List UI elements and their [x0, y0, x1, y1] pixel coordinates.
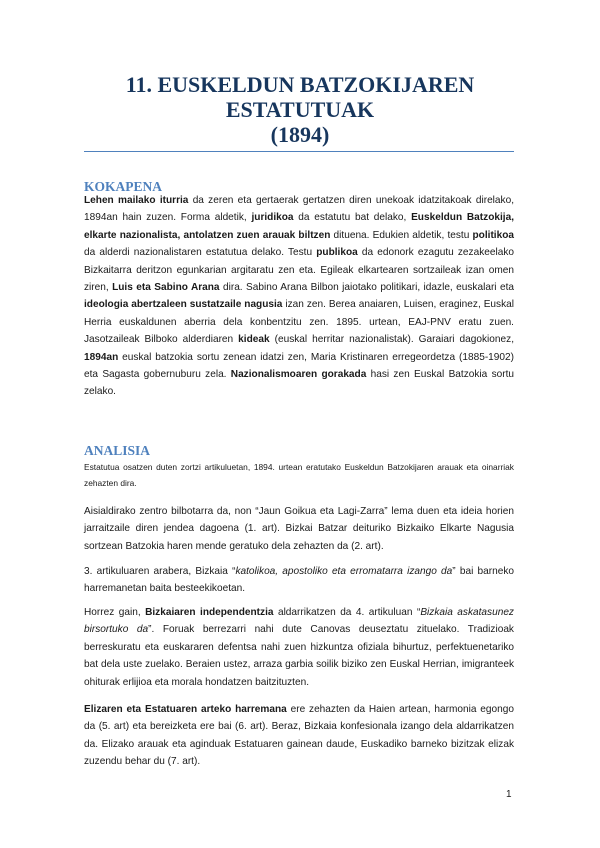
italic-text: katolikoa, apostoliko eta erromatarra izango da: [235, 566, 453, 577]
bold-text: kideak: [238, 334, 270, 346]
title-line-2: ESTATUTUAK: [225, 97, 375, 122]
bold-text: 1894an: [84, 351, 119, 363]
bold-text: juridikoa: [251, 212, 294, 224]
page-number: 1: [506, 789, 512, 800]
analisia-intro: Estatutua osatzen duten zortzi artikuluetan, 1894. urtean eratutako Euskeldun Batzokijaren arauak eta oinarriak zehazten dira.: [84, 462, 514, 488]
analisia-paragraph-1: Aisialdirako zentro bilbotarra da, non “Jaun Goikua eta Lagi-Zarra” lema duen eta ideia horien jarraitzaile diren jendea dagoena (1. art). Bizkai Batzar deituriko Bizkaiko Elkarte Nagusia sortzean Batzokia haren mende geratuko dela zehazten da (2. art).: [84, 506, 514, 552]
title-divider: [84, 151, 514, 152]
document-title: [80, 72, 520, 147]
bold-text: Elizaren eta Estatuaren arteko harremana: [84, 704, 287, 715]
section-heading-kokapena: KOKAPENA: [84, 179, 163, 194]
bold-text: ideologia abertzaleen sustatzaile nagusia: [84, 299, 283, 311]
analisia-paragraph-2: 3. artikuluaren arabera, Bizkaia “katolikoa, apostoliko eta erromatarra izango da” bai barneko harremanetan baita besteekikoetan.: [84, 566, 514, 595]
bold-text: Luis eta Sabino Arana: [112, 282, 220, 294]
bold-text: publikoa: [316, 247, 358, 259]
kokapena-paragraph: Lehen mailako iturria da zeren eta gertaerak gertatzen diren unekoak idatzitakoak direlako, 1894an hain zuzen. Forma aldetik, juridikoa da estatutu bat delako, Euskeldun Batzokija, elkarte nazionalista, antolatzen zuen arauak biltzen dituena. Edukien aldetik, testu politikoa da alderdi nazionalistaren estatutua delako. Testu publikoa da edonork ezagutu zezakeelako Bizkaitarra deritzon egunkarian argitaratu zen eta. Egileak elkartearen sortzaileak izan omen ziren, Luis eta Sabino Arana dira. Sabino Arana Bilbon jaiotako politikari, idazle, euskalari eta ideologia abertzaleen sustatzaile nagusia izan zen. Berea anaiaren, Luisen, eraginez, Euskal Herria euskaldunen aberria dela konbentzitu zen. 1895. urtean, EAJ-PNV eratu zuen. Jasotzaileak Bilboko alderdiaren kideak (euskal herritar nazionalistak). Garaiari dagokionez, 1894an euskal batzokia sortu zenean idatzi zen, Maria Kristinaren erregeordetza (1885-1902) eta Sagasta gobernuburu zela. Nazionalismoaren gorakada hasi zen Euskal Batzokia sortu zelako.: [84, 195, 515, 398]
title-line-3: (1894): [270, 122, 330, 147]
italic-text: Bizkaia askatasunez birsortuko da: [84, 607, 514, 636]
title-line-1: 11. EUSKELDUN BATZOKIJAREN: [125, 72, 475, 97]
bold-text: Bizkaiaren independentzia: [145, 607, 274, 618]
bold-text: Euskeldun Batzokija, elkarte nazionalista, antolatzen zuen arauak biltzen: [84, 212, 514, 241]
section-heading-analisia: ANALISIA: [84, 443, 151, 458]
analisia-paragraph-4: Elizaren eta Estatuaren arteko harremana ere zehazten da Haien artean, harmonia egongo da (5. art) eta bereizketa ere bai (6. art). Beraz, Bizkaia konfesionala izango dela aldarrikatzen da. Elizako arauak eta aginduak Estatuaren gainean daude, Euskadiko barneko bizitzak elizak zuzendu behar du (7. art).: [84, 704, 514, 768]
bold-text: politikoa: [472, 229, 514, 241]
bold-text: Lehen mailako iturria: [84, 195, 189, 206]
bold-text: Nazionalismoaren gorakada: [230, 369, 367, 381]
analisia-paragraph-3: Horrez gain, Bizkaiaren independentzia aldarrikatzen da 4. artikuluan “Bizkaia askatasunez birsortuko da”. Foruak berrezarri nahi dute Canovas deuseztatu zituelako. Tradizioak berreskuratu eta euskararen defentsa nahi zuen hizkuntza ofiziala bihurtuz, perfektuenetariko bat dela uste zuelako. Beraien ustez, arraza garbia soilik biziko zen Euskal Herrian, imigranteek ohiturak erlijioa eta morala hondatzen baitzituzten.: [84, 607, 514, 688]
